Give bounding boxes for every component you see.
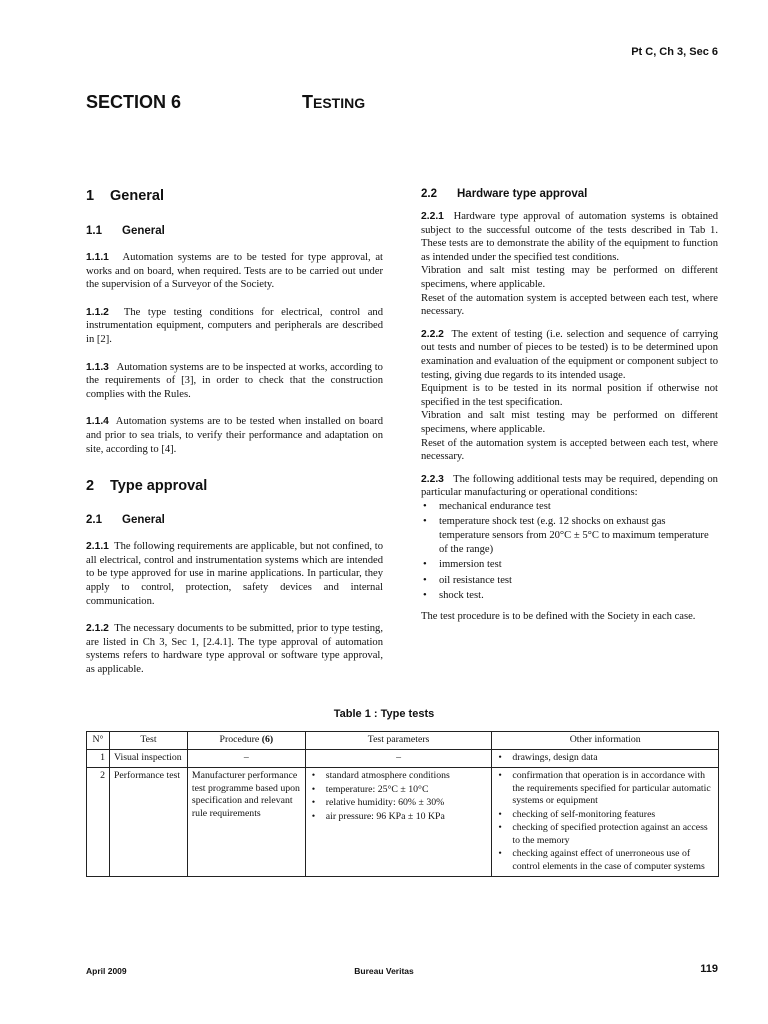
- paragraph-2-1-2: 2.1.2 The necessary documents to be submitted, prior to type testing, are listed in Ch 3, Sec 1, [2.4.1]. The type approval of automation systems refers to hardware type approval or software type approval, as applicable.: [86, 623, 383, 675]
- list-item: • air pressure: 96 KPa ± 10 KPa: [310, 811, 488, 824]
- type-tests-table: [86, 731, 719, 877]
- paragraph-1-1-2: 1.1.2 The type testing conditions for electrical, control and instrumentation equipment, computers and peripherals are described in [2].: [86, 306, 383, 345]
- list-item: • temperature: 25°C ± 10°C: [310, 784, 488, 797]
- list-item: • shock test.: [421, 589, 718, 603]
- list-item: • temperature shock test (e.g. 12 shocks on exhaust gas temperature sensors from 20°C ± 5°C to maximum temperature of the range): [421, 515, 718, 556]
- footer-publisher: Bureau Veritas: [354, 966, 414, 976]
- cell-test: Visual inspection: [109, 749, 187, 768]
- section-number: SECTION 6: [86, 92, 182, 112]
- heading-2-1: 2.1 General: [86, 514, 165, 527]
- list-item: • oil resistance test: [421, 574, 718, 588]
- list-item: • drawings, design data: [496, 752, 714, 765]
- list-item: • confirmation that operation is in accordance with the requirements specified for particular automatic systems or equipment: [496, 770, 714, 808]
- cell-other: [492, 768, 719, 877]
- cell-params: –: [305, 749, 492, 768]
- cell-procedure: –: [187, 749, 305, 768]
- table-row: [87, 768, 719, 877]
- paragraph-1-1-1: 1.1.1 Automation systems are to be tested for type approval, at works and on board, when required. Tests are to be carried out under the supervision of a Surveyor of the Society.: [86, 252, 383, 291]
- list-item: • checking against effect of unerroneous use of control elements in the case of computer systems: [496, 848, 714, 873]
- list-item: • mechanical endurance test: [421, 500, 718, 514]
- section-title-rest: ESTING: [313, 95, 366, 111]
- cell-n: 2: [87, 768, 110, 877]
- paragraph-1-1-3: 1.1.3 Automation systems are to be inspected at works, according to the requirements of [3], in order to check that the construction complies with the Rules.: [86, 361, 383, 400]
- list-item: • standard atmosphere conditions: [310, 770, 488, 783]
- list-item: • immersion test: [421, 558, 718, 572]
- col-header-procedure: Procedure (6): [187, 732, 305, 750]
- paragraph-2-2-3-end: The test procedure is to be defined with the Society in each case.: [421, 611, 696, 623]
- col-header-test: Test: [109, 732, 187, 750]
- running-header: Pt C, Ch 3, Sec 6: [631, 46, 718, 58]
- cell-test: Performance test: [109, 768, 187, 877]
- paragraph-1-1-4: 1.1.4 Automation systems are to be tested when installed on board and prior to sea trials, to verify their performance and adaptation on site, according to [4].: [86, 416, 383, 455]
- page-number: 119: [700, 963, 718, 975]
- table-row: [87, 749, 719, 768]
- section-title: [302, 92, 365, 113]
- heading-1: 1 General: [86, 188, 164, 204]
- additional-tests-list: [421, 500, 718, 603]
- paragraph-2-2-2: 2.2.2 The extent of testing (i.e. selection and sequence of carrying out tests and number of pieces to be tested) is to be determined upon examination and evaluation of the equipment or component subject to testing, giving due regards to its intended usage.: [421, 328, 719, 381]
- paragraph-2-2-1-b: Vibration and salt mist testing may be performed on different specimens, where applicable.: [421, 265, 718, 290]
- col-header-params: Test parameters: [305, 732, 492, 750]
- heading-2: 2 Type approval: [86, 478, 208, 495]
- cell-other: [492, 749, 719, 768]
- section-title-initial: T: [302, 92, 313, 112]
- paragraph-2-2-1-c: Reset of the automation system is accepted between each test, where necessary.: [421, 292, 718, 318]
- paragraph-2-2-2-c: Vibration and salt mist testing may be performed on different specimens, where applicable.: [421, 410, 718, 435]
- right-column: [421, 188, 718, 624]
- paragraph-2-1-1: 2.1.1 The following requirements are applicable, but not confined, to all electrical, control and instrumentation systems which are intended to be type approved for use in marine applications. In particular, they apply to control, protection, safety devices and internal communication.: [86, 541, 383, 607]
- cell-procedure: Manufacturer performance test programme based upon specification and relevant rule requirements: [187, 768, 305, 877]
- paragraph-2-2-2-b: Equipment is to be tested in its normal position if otherwise not specified in the test specification.: [421, 383, 718, 408]
- paragraph-2-2-2-d: Reset of the automation system is accepted between each test, where necessary.: [421, 437, 718, 463]
- footer-date: April 2009: [86, 966, 127, 976]
- cell-params: [305, 768, 492, 877]
- list-item: • checking of self-monitoring features: [496, 809, 714, 822]
- heading-2-2: 2.2 Hardware type approval: [421, 188, 588, 200]
- list-item: • relative humidity: 60% ± 30%: [310, 797, 488, 810]
- heading-1-1: 1.1 General: [86, 225, 165, 237]
- col-header-other: Other information: [492, 732, 719, 750]
- left-column: [86, 188, 383, 676]
- table-header-row: [87, 732, 719, 750]
- list-item: • checking of specified protection against an access to the memory: [496, 822, 714, 847]
- paragraph-2-2-1: 2.2.1 Hardware type approval of automation systems is obtained subject to the successful outcome of the tests described in Tab 1. These tests are to demonstrate the ability of the equipment to function as intended under the specified test conditions.: [421, 211, 718, 263]
- table-caption: Table 1 : Type tests: [333, 708, 435, 720]
- cell-n: 1: [87, 749, 110, 768]
- paragraph-2-2-3: 2.2.3 The following additional tests may be required, depending on particular manufacturing or operational conditions:: [421, 473, 718, 499]
- col-header-n: N°: [87, 732, 110, 750]
